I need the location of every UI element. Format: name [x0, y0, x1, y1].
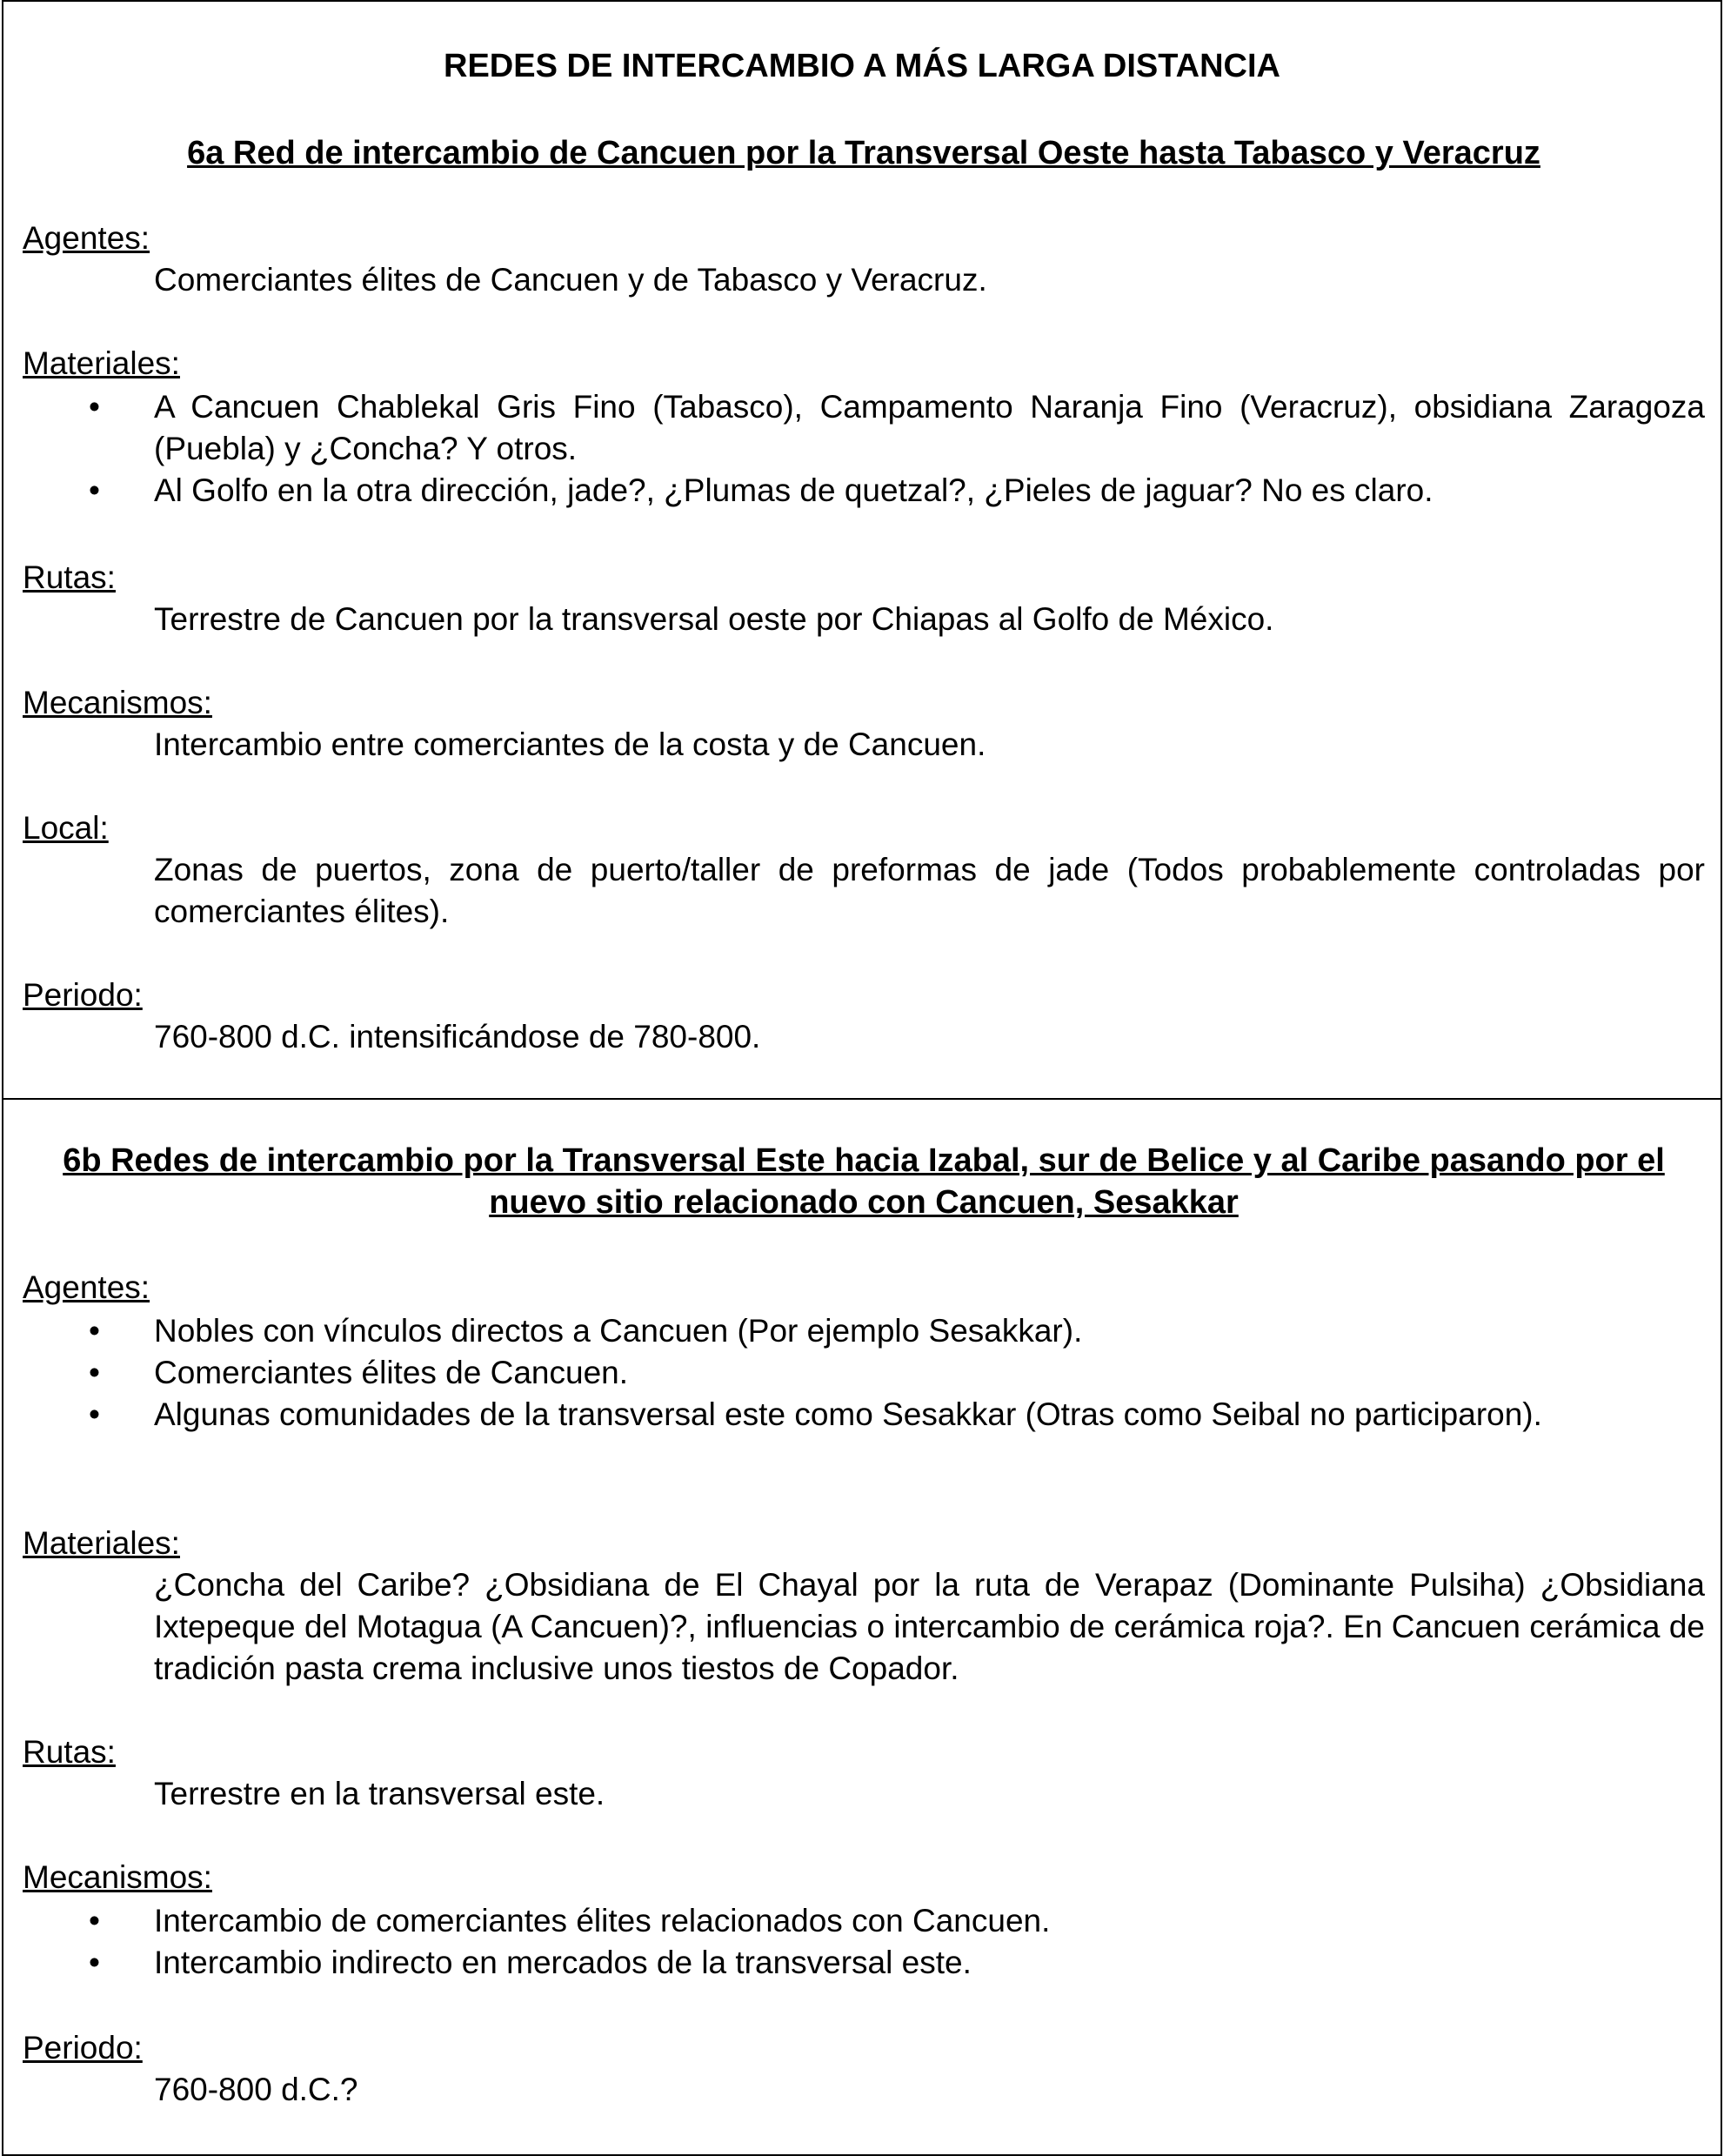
mecanismos-label: Mecanismos:	[23, 685, 212, 720]
mecanismos-label: Mecanismos:	[23, 1859, 212, 1895]
materiales-text: ¿Concha del Caribe? ¿Obsidiana de El Chayal por la ruta de Verapaz (Dominante Pulsiha) ¿Obsidiana Ixtepeque del Motagua (A Cancuen)?, influencias o intercambio de cerámica roja?. En Cancuen cerámica de tradición pasta crema inclusive unos tiestos de Copador.	[154, 1567, 1705, 1686]
rutas-label: Rutas:	[23, 1734, 116, 1770]
rutas-text: Terrestre de Cancuen por la transversal oeste por Chiapas al Golfo de México.	[154, 601, 1274, 637]
list-item: • A Cancuen Chablekal Gris Fino (Tabasco), Campamento Naranja Fino (Veracruz), obsidiana Zaragoza (Puebla) y ¿Concha? Y otros.	[3, 386, 1705, 470]
agentes-label: Agentes:	[23, 220, 150, 256]
materiales-label: Materiales:	[23, 345, 180, 381]
periodo-label: Periodo:	[23, 2030, 143, 2066]
local-text: Zonas de puertos, zona de puerto/taller de preformas de jade (Todos probablemente controladas por comerciantes élites).	[154, 852, 1705, 929]
agentes-list	[3, 1310, 1705, 1436]
agentes-text: Comerciantes élites de Cancuen y de Tabasco y Veracruz.	[154, 262, 987, 298]
periodo-label: Periodo:	[23, 977, 143, 1013]
rutas-label: Rutas:	[23, 559, 116, 595]
list-item: • Nobles con vínculos directos a Cancuen (Por ejemplo Sesakkar).	[3, 1310, 1705, 1352]
document-title: REDES DE INTERCAMBIO A MÁS LARGA DISTANCIA	[444, 48, 1280, 84]
section-6b-box	[2, 1098, 1722, 2156]
list-item: • Algunas comunidades de la transversal este como Sesakkar (Otras como Seibal no participaron).	[3, 1394, 1705, 1436]
section-6a-box	[2, 0, 1722, 1100]
periodo-text: 760-800 d.C.?	[154, 2072, 358, 2107]
local-label: Local:	[23, 810, 109, 846]
periodo-text: 760-800 d.C. intensificándose de 780-800.	[154, 1019, 761, 1055]
rutas-text: Terrestre en la transversal este.	[154, 1776, 605, 1811]
materiales-list	[3, 386, 1705, 512]
mecanismos-text: Intercambio entre comerciantes de la costa y de Cancuen.	[154, 726, 986, 762]
section-6b-heading: 6b Redes de intercambio por la Transversal Este hacia Izabal, sur de Belice y al Caribe pasando por el nuevo sitio relacionado con Cancuen, Sesakkar	[63, 1142, 1665, 1221]
list-item: • Intercambio de comerciantes élites relacionados con Cancuen.	[3, 1900, 1705, 1942]
section-6a-heading: 6a Red de intercambio de Cancuen por la Transversal Oeste hasta Tabasco y Veracruz	[187, 135, 1540, 171]
list-item: • Intercambio indirecto en mercados de la transversal este.	[3, 1942, 1705, 1984]
mecanismos-list	[3, 1900, 1705, 1984]
materiales-label: Materiales:	[23, 1525, 180, 1561]
list-item: • Al Golfo en la otra dirección, jade?, ¿Plumas de quetzal?, ¿Pieles de jaguar? No es claro.	[3, 470, 1705, 512]
list-item: • Comerciantes élites de Cancuen.	[3, 1352, 1705, 1394]
agentes-label: Agentes:	[23, 1269, 150, 1305]
